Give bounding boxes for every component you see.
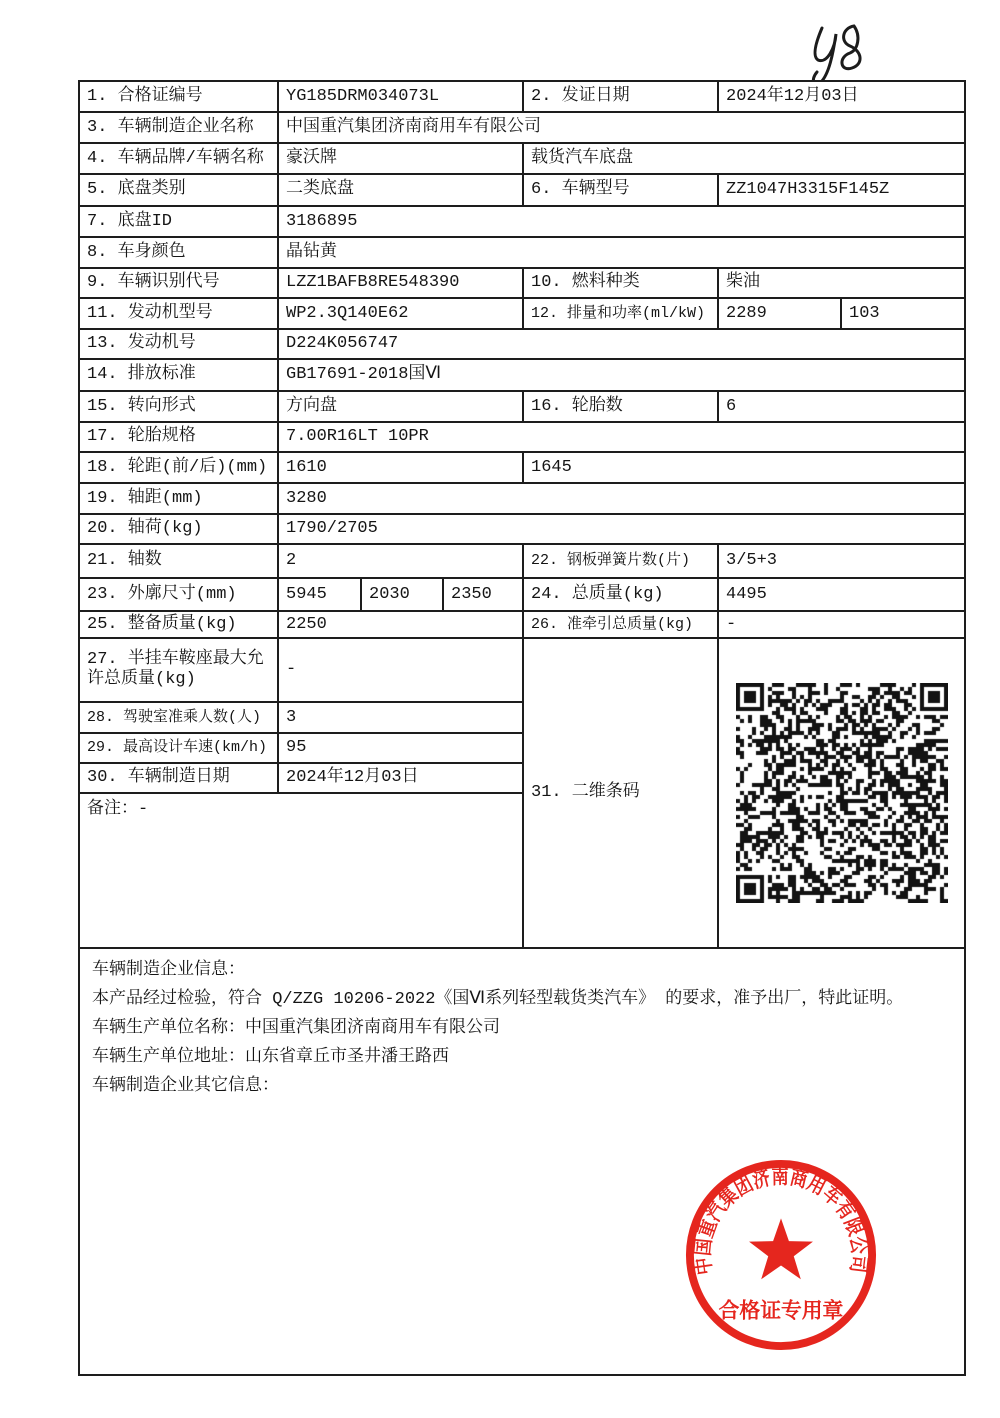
certificate-table (78, 80, 966, 949)
company-stamp (682, 1156, 880, 1354)
field-track-front-value: 1610 (279, 453, 524, 484)
stamp-bottom-text: 合格证专用章 (718, 1301, 844, 1325)
field-issue-date-value: 2024年12月03日 (719, 82, 964, 113)
field-trailer-mass-value: - (719, 612, 964, 639)
field-springs-label: 22. 钢板弹簧片数(片) (524, 545, 719, 579)
field-issue-date-label: 2. 发证日期 (524, 82, 719, 113)
info-other: 车辆制造企业其它信息： (92, 1077, 279, 1096)
field-trailer-mass-label: 26. 准牵引总质量(kg) (524, 612, 719, 639)
field-tire-spec-label: 17. 轮胎规格 (80, 423, 279, 453)
qr-cell (719, 639, 964, 947)
field-axle-count-value: 2 (279, 545, 524, 579)
field-disp-power-label: 12. 排量和功率(ml/kW) (524, 299, 719, 330)
field-max-speed-value: 95 (279, 734, 524, 764)
field-brand-label: 4. 车辆品牌/车辆名称 (80, 144, 279, 175)
field-chassis-id-label: 7. 底盘ID (80, 207, 279, 238)
field-vehicle-name-value: 载货汽车底盘 (524, 144, 964, 175)
field-engine-model-value: WP2.3Q140E62 (279, 299, 524, 330)
field-engine-no-value: D224K056747 (279, 330, 964, 360)
field-track-rear-value: 1645 (524, 453, 964, 484)
field-tire-count-label: 16. 轮胎数 (524, 392, 719, 423)
field-mfg-date-value: 2024年12月03日 (279, 764, 524, 794)
field-total-mass-value: 4495 (719, 579, 964, 612)
field-fuel-label: 10. 燃料种类 (524, 269, 719, 299)
info-heading: 车辆制造企业信息： (92, 961, 245, 980)
info-producer-address: 车辆生产单位地址：山东省章丘市圣井潘王路西 (92, 1048, 449, 1067)
field-mfg-date-label: 30. 车辆制造日期 (80, 764, 279, 794)
stamp-star (749, 1218, 813, 1279)
field-emission-label: 14. 排放标准 (80, 360, 279, 392)
field-engine-no-label: 13. 发动机号 (80, 330, 279, 360)
field-track-label: 18. 轮距(前/后)(mm) (80, 453, 279, 484)
info-certify-statement: 本产品经过检验，符合 Q/ZZG 10206-2022《国Ⅵ系列轻型载货类汽车》 的要求，准予出厂，特此证明。 (92, 990, 904, 1009)
field-saddle-mass-label: 27. 半挂车鞍座最大允许总质量(kg) (80, 639, 279, 703)
field-curb-mass-value: 2250 (279, 612, 524, 639)
field-vin-value: LZZ1BAFB8RE548390 (279, 269, 524, 299)
field-steering-value: 方向盘 (279, 392, 524, 423)
field-vehicle-model-value: ZZ1047H3315F145Z (719, 175, 964, 207)
field-cab-seats-value: 3 (279, 703, 524, 734)
field-tire-spec-value: 7.00R16LT 10PR (279, 423, 964, 453)
field-vin-label: 9. 车辆识别代号 (80, 269, 279, 299)
field-wheelbase-label: 19. 轴距(mm) (80, 484, 279, 515)
field-dimensions-label: 23. 外廓尺寸(mm) (80, 579, 279, 612)
field-total-mass-label: 24. 总质量(kg) (524, 579, 719, 612)
field-springs-value: 3/5+3 (719, 545, 964, 579)
field-max-speed-label: 29. 最高设计车速(km/h) (80, 734, 279, 764)
field-chassis-type-label: 5. 底盘类别 (80, 175, 279, 207)
field-vehicle-model-label: 6. 车辆型号 (524, 175, 719, 207)
field-manufacturer-label: 3. 车辆制造企业名称 (80, 113, 279, 144)
qr-code (736, 683, 948, 903)
field-axle-load-label: 20. 轴荷(kg) (80, 515, 279, 545)
field-steering-label: 15. 转向形式 (80, 392, 279, 423)
field-displacement-value: 2289 (719, 299, 842, 330)
field-cab-seats-label: 28. 驾驶室准乘人数(人) (80, 703, 279, 734)
field-axle-load-value: 1790/2705 (279, 515, 964, 545)
field-power-value: 103 (842, 299, 964, 330)
field-chassis-type-value: 二类底盘 (279, 175, 524, 207)
field-body-color-label: 8. 车身颜色 (80, 238, 279, 269)
field-axle-count-label: 21. 轴数 (80, 545, 279, 579)
field-manufacturer-value: 中国重汽集团济南商用车有限公司 (279, 113, 964, 144)
field-saddle-mass-value: - (279, 639, 524, 703)
field-dimension-height-value: 2350 (444, 579, 524, 612)
field-qr-label: 31. 二维条码 (524, 639, 719, 947)
field-fuel-value: 柴油 (719, 269, 964, 299)
field-engine-model-label: 11. 发动机型号 (80, 299, 279, 330)
info-producer-name: 车辆生产单位名称：中国重汽集团济南商用车有限公司 (92, 1019, 500, 1038)
field-cert-no-value: YG185DRM034073L (279, 82, 524, 113)
field-wheelbase-value: 3280 (279, 484, 964, 515)
field-body-color-value: 晶钻黄 (279, 238, 964, 269)
field-emission-value: GB17691-2018国Ⅵ (279, 360, 964, 392)
field-dimension-width-value: 2030 (362, 579, 444, 612)
field-chassis-id-value: 3186895 (279, 207, 964, 238)
field-cert-no-label: 1. 合格证编号 (80, 82, 279, 113)
field-curb-mass-label: 25. 整备质量(kg) (80, 612, 279, 639)
stamp-ring-text: 中国重汽集团济南商用车有限公司 (692, 1167, 870, 1278)
field-brand-value: 豪沃牌 (279, 144, 524, 175)
field-dimension-length-value: 5945 (279, 579, 362, 612)
field-remarks: 备注：- (80, 794, 524, 947)
field-tire-count-value: 6 (719, 392, 964, 423)
